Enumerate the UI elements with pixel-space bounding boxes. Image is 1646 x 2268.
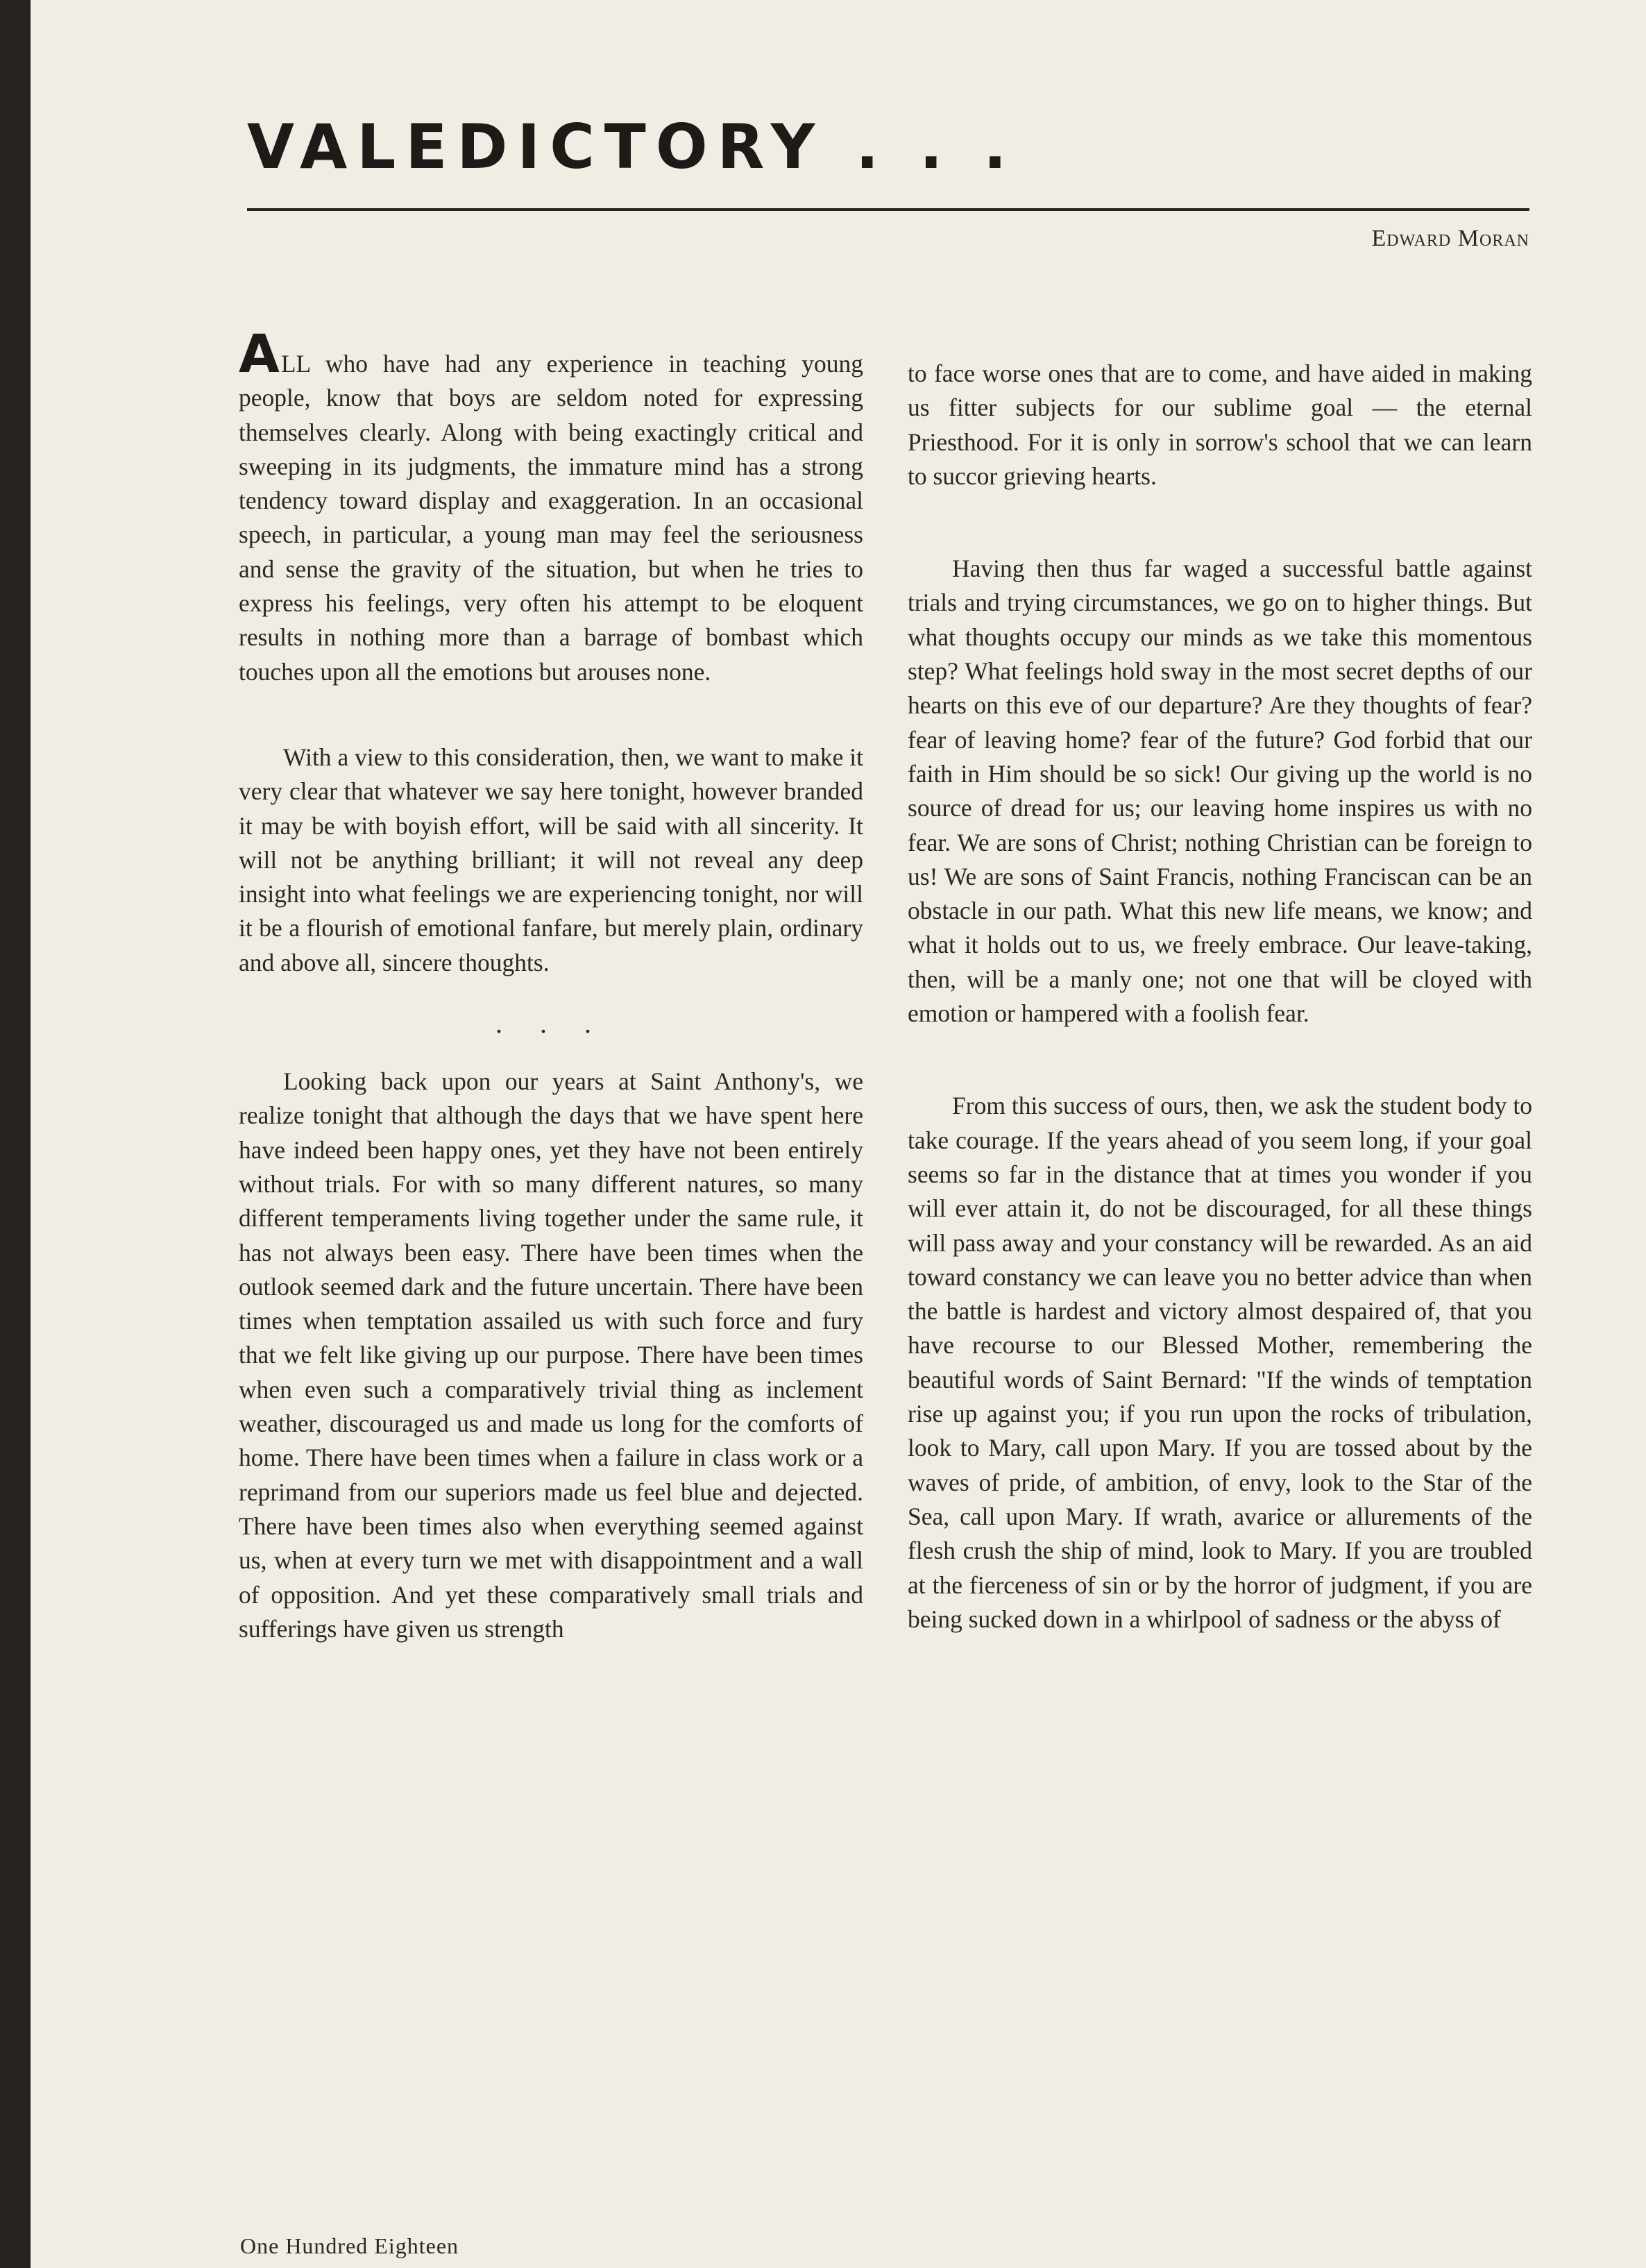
- paragraph-gap: [239, 689, 863, 741]
- paragraph: Looking back upon our years at Saint Anthony's, we realize tonight that although the days that we have spent here have indeed been happy ones, yet they have not been entirely without trials. For with so many different natures, so many different temperaments living together under the same rule, it has not always been easy. There have been times when the outlook seemed dark and the future uncertain. There have been times when temptation assailed us with such force and fury that we felt like giving up our purpose. There have been times when even such a comparatively trivial thing as inclement weather, discouraged us and made us long for the comforts of home. There have been times when a failure in class work or a reprimand from our superiors made us feel blue and dejected. There have been times also when everything seemed against us, when at every turn we met with disappointment and a wall of opposition. And yet these comparatively small trials and sufferings have given us strength: [239, 1067, 863, 1643]
- paragraph-gap: [908, 1031, 1532, 1089]
- author-byline: Edward Moran: [1371, 226, 1529, 251]
- paragraph-continued: to face worse ones that are to come, and have aided in making us fitter subjects for our sublime goal — the eternal Priesthood. For it is only in sorrow's school that we can learn to succor grieving hearts.: [908, 359, 1532, 490]
- page-title: VALEDICTORY . . .: [247, 111, 1017, 183]
- paragraph: From this success of ours, then, we ask the student body to take courage. If the years ahead of you seem long, if your goal seems so far in the distance that at times you wonder if you will ever attain it, do not be discouraged, for all these things will pass away and your constancy will be rewarded. As an aid toward constancy we can leave you no better advice than when the battle is hardest and victory almost despaired of, that you have recourse to our Blessed Mother, remembering the beautiful words of Saint Bernard: "If the winds of temptation rise up against you; if you run upon the rocks of tribulation, look to Mary, call upon Mary. If you are tossed about by the waves of pride, of ambition, of envy, look to the Star of the Sea, call upon Mary. If wrath, avarice or allurements of the flesh crush the ship of mind, look to Mary. If you are troubled at the fierceness of sin or by the horror of judgment, if you are being sucked down in a whirlpool of sadness or the abyss of: [908, 1092, 1532, 1633]
- page-number-footer: One Hundred Eighteen: [240, 2233, 459, 2258]
- section-ornament: . . .: [495, 1008, 606, 1040]
- paragraph-text: LL who have had any experience in teaching young people, know that boys are seldom noted for expressing themselves clearly. Along with being exactingly critical and sweeping in its judgments, the immature mind has a strong tendency toward display and exaggeration. In an occasional speech, in particular, a young man may feel the seriousness and sense the gravity of the situation, but when he tries to express his feelings, very often his attempt to be eloquent results in nothing more than a barrage of bombast which touches upon all the emotions but arouses none.: [239, 350, 863, 686]
- paragraph-opening: [239, 323, 863, 689]
- paragraph: With a view to this consideration, then, we want to make it very clear that whatever we say here tonight, however branded it may be with boyish effort, will be said with all sincerity. It will not be anything brilliant; it will not reveal any deep insight into what feelings we are experiencing tonight, nor will it be a flourish of emotional fanfare, but merely plain, ordinary and above all, sincere thoughts.: [239, 743, 863, 976]
- left-column: [239, 323, 863, 1646]
- drop-cap: A: [239, 323, 280, 384]
- paragraph-gap: [908, 493, 1532, 552]
- binding-edge: [0, 0, 31, 2268]
- paragraph: Having then thus far waged a successful battle against trials and trying circumstances, we go on to higher things. But what thoughts occupy our minds as we take this momentous step? What feelings hold sway in the most secret depths of our hearts on this eve of our departure? Are they thoughts of fear? fear of leaving home? fear of the future? God forbid that our faith in Him should be so sick! Our giving up the world is no source of dread for us; our leaving home inspires us with no fear. We are sons of Christ; nothing Christian can be foreign to us! We are sons of Saint Francis, nothing Franciscan can be an obstacle in our path. What this new life means, we know; and what it holds out to us, we freely embrace. Our leave-taking, then, will be a manly one; not one that will be cloyed with emotion or hampered with a foolish fear.: [908, 555, 1532, 1028]
- title-rule: [247, 208, 1529, 211]
- right-column: [908, 357, 1532, 1636]
